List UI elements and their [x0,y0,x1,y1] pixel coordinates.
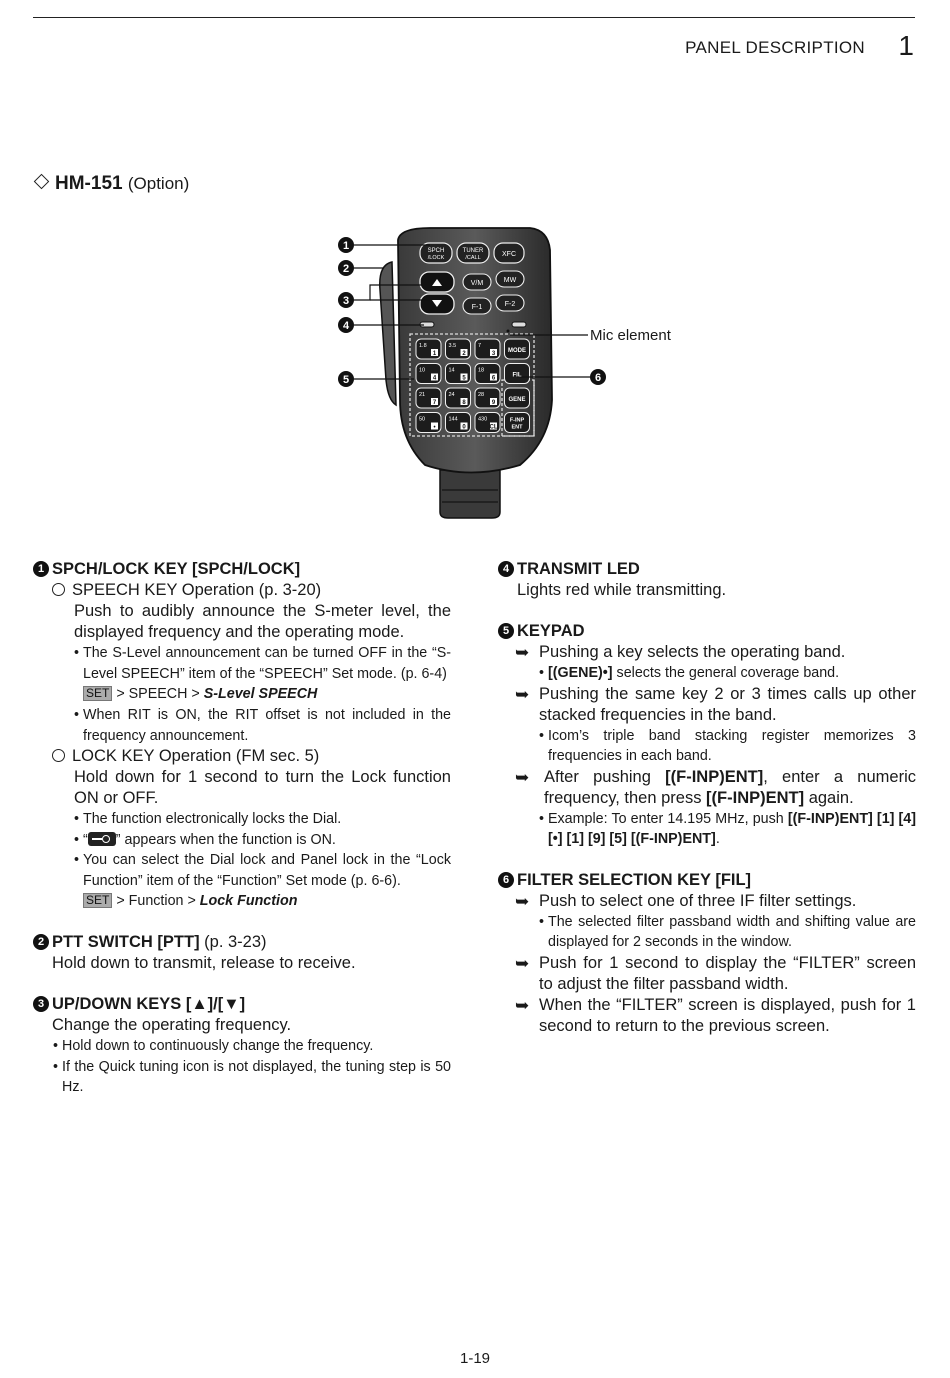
keypad-key-digit: 6 [491,375,496,382]
speech-set-path: SET > SPEECH > S-Level SPEECH [33,684,451,705]
top-keys [420,243,524,263]
svg-text:/LOCK: /LOCK [427,255,445,261]
cable-strain-relief [440,470,500,518]
callout-4: 4 [342,320,350,332]
mic-element [507,330,510,333]
left-column [33,559,451,1118]
page-number: 1-19 [459,1350,491,1367]
speech-key-heading: SPEECH KEY Operation (p. 3-20) [72,581,322,599]
keypad-key-band: 430 [478,416,488,423]
keypad-key-band: 14 [448,367,455,374]
model-name: HM-151 [55,173,123,194]
keypad-key-band: 3.5 [448,343,457,349]
keypad-key-band: 24 [448,392,455,398]
keypad-key-label: GENE [508,397,526,403]
item-title: SPCH/LOCK KEY [SPCH/LOCK] [52,560,301,578]
keypad-key-band: 10 [419,367,426,374]
right-column [498,559,916,1057]
svg-text:V/M: V/M [470,280,484,287]
item-title: TRANSMIT LED [517,560,640,578]
diamond-icon [34,174,50,190]
transmit-led-text: Lights red while transmitting. [517,581,727,599]
section-title [33,173,189,195]
keypad-key-digit: 8 [462,400,466,406]
key-lock-icon [88,832,116,846]
lock-note-3: You can select the Dial lock and Panel lock in the “Lock Function” item of the “Function” Set mode (p. 6-6). [83,852,451,889]
section-header: PANEL DESCRIPTION [685,38,865,57]
arrow-icon: ➥ [515,995,530,1015]
keypad-key-label: F-INP [509,417,525,424]
svg-text:/CALL: /CALL [465,255,481,261]
keypad-key-digit: • [433,424,436,431]
keypad-key-digit: 7 [432,400,437,406]
arrow-icon: ➥ [515,891,530,911]
arrow-icon: ➥ [515,643,530,662]
hm151-microphone-diagram [330,222,710,522]
callout-1: 1 [342,240,350,252]
set-icon: SET [83,893,112,908]
callout-6: 6 [594,372,602,384]
model-option: (Option) [127,174,190,193]
svg-text:F-1: F-1 [471,304,483,311]
keypad-key-label: ENT [511,424,523,431]
up-down-note-2: If the Quick tuning icon is not displayed, the tuning step is 50 Hz. [62,1058,451,1095]
keypad-key-digit: 3 [491,351,496,357]
item-spch-lock: 1 SPCH/LOCK KEY [SPCH/LOCK] SPEECH KEY Operation (p. 3-20) Push to audibly announce the S-meter level, the displayed frequency and the operating mode. • The S-Level announcement can be turned OFF in the “S-Level SPEECH” item of the “SPEECH” Set mode. (p. 6-4) SET > SPEECH > S-Level SPEECH • When RIT is ON, the RIT offset is not included in the frequency announcement. LOCK KEY Operation (FM sec. 5) Hold down for 1 second to turn the Lock function ON or OFF. • The function electronically locks the Dial. • “ ” appears when the function is ON. • You can select the Dial lock and Panel lock in the “Lock Function” item of the “Function” Set mode (p. 6-6). SET > Function > Lock Function [33,559,451,912]
item-title: PTT SWITCH [PTT] [52,933,200,951]
keypad-key-band: 1.8 [419,343,427,349]
key-spch-lock: SPCH [427,248,445,254]
item-title: UP/DOWN KEYS [▲]/[▼] [52,995,246,1013]
keypad-key-digit: 2 [462,351,466,357]
item-filter-key: 6 FILTER SELECTION KEY [FIL] ➥ Push to select one of three IF filter settings. • The selected filter passband width and shifting value are displayed for 2 seconds in the window. ➥ Push for 1 second to display the “FILTER” screen to adjust the filter passband width. ➥ When the “FILTER” screen is displayed, push for 1 second to return to the previous screen. [498,870,916,1037]
set-icon: SET [83,686,112,701]
arrow-icon: ➥ [515,767,530,787]
mic-element-label: Mic element [590,327,671,344]
item-up-down-keys: 3 UP/DOWN KEYS [▲]/[▼] Change the operating frequency. • Hold down to continuously change the frequency. • If the Quick tuning icon is not displayed, the tuning step is 50 Hz. [33,994,451,1098]
callout-2: 2 [342,263,350,275]
item-keypad: 5 KEYPAD ➥ Pushing a key selects the operating band. • [(GENE)•] selects the general coverage band. ➥ Pushing the same key 2 or 3 times calls up other stacked frequencies in the band. • Icom’s triple band stacking register memorizes 3 frequencies in each band. ➥ After pushing [(F-INP)ENT], enter a numeric frequency, then press [(F-INP)ENT] again. • Example: To enter 14.195 MHz, push [(F-INP)ENT] [1] [4] [•] [1] [9] [5] [(F-INP)ENT]. [498,621,916,850]
keypad-key-band: 7 [478,343,482,349]
keypad-key-digit: 5 [462,375,466,382]
lock-note-2: ” appears when the function is ON. [115,831,336,848]
svg-text:TUNER: TUNER [462,248,484,254]
svg-text:MW: MW [503,277,517,284]
keypad-key-digit: 1 [432,351,437,357]
item-title: FILTER SELECTION KEY [FIL] [517,870,752,889]
ptt-text: Hold down to transmit, release to receive. [52,954,356,972]
item-transmit-led: 4 TRANSMIT LED Lights red while transmitting. [498,559,916,601]
keypad-key-digit: 4 [432,375,437,382]
keypad-key-digit: 9 [491,400,496,406]
arrow-icon: ➥ [515,953,530,973]
keypad-key-band: 28 [478,392,485,398]
up-down-note-1: Hold down to continuously change the frequency. [62,1038,374,1054]
up-down-text: Change the operating frequency. [52,1016,292,1034]
ptt-switch [380,262,396,405]
keypad-key-label: FIL [512,372,522,379]
lock-key-text: Hold down for 1 second to turn the Lock function ON or OFF. [74,768,451,807]
item-ptt-switch: 2 PTT SWITCH [PTT] (p. 3-23) Hold down to transmit, release to receive. [33,932,451,974]
lock-note-1: The function electronically locks the Dial. [83,811,342,827]
keypad-key-digit: CL [489,424,498,431]
callout-5: 5 [342,374,350,386]
speech-key-text: Push to audibly announce the S-meter level, the displayed frequency and the operating mode. [74,602,451,641]
keypad-key-band: 21 [419,392,426,398]
header-rule [33,17,915,18]
keypad-key-label: MODE [508,348,526,354]
keypad-key-digit: 0 [462,424,466,431]
svg-text:XFC: XFC [502,251,516,258]
keypad-key-band: 18 [478,367,485,374]
keypad-key-band: 50 [419,416,426,423]
item-title: KEYPAD [517,622,585,640]
arrow-icon: ➥ [515,684,530,704]
callout-3: 3 [342,295,350,307]
keypad-key-band: 144 [448,416,458,423]
svg-text:F-2: F-2 [504,301,516,308]
lock-key-heading: LOCK KEY Operation (FM sec. 5) [72,747,320,765]
lock-set-path: SET > Function > Lock Function [33,891,451,912]
speech-note-2: When RIT is ON, the RIT offset is not included in the frequency announcement. [83,707,451,744]
speech-note-1: The S-Level announcement can be turned OFF in the “S-Level SPEECH” item of the “SPEECH” Set mode. (p. 6-4) [83,645,451,682]
chapter-number: 1 [898,30,914,61]
